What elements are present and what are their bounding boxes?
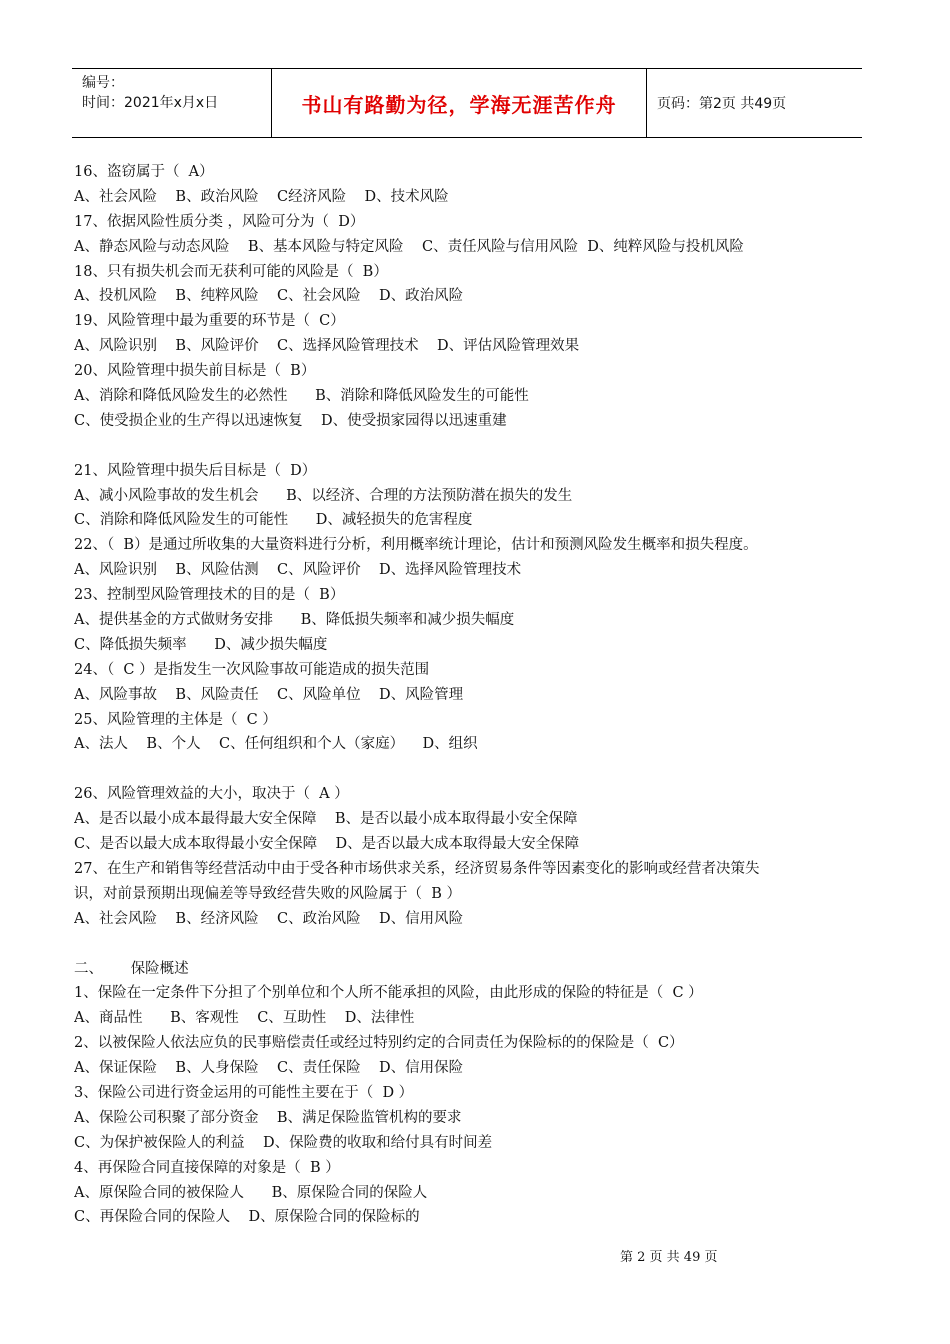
text-line: C、再保险合同的保险人 D、原保险合同的保险标的 [74, 1209, 420, 1226]
text-line: 17、依据风险性质分类 ，风险可分为（ D） [74, 213, 365, 230]
text-line: A、社会风险 B、政治风险 C经济风险 D、技术风险 [74, 188, 449, 205]
document-body [74, 160, 864, 1230]
text-line: 24、（ C ）是指发生一次风险事故可能造成的损失范围 [74, 661, 430, 678]
text-line: A、保险公司积聚了部分资金 B、满足保险监管机构的要求 [74, 1109, 462, 1126]
text-line: 18、只有损失机会而无获利可能的风险是（ B） [74, 263, 388, 280]
text-line: A、风险事故 B、风险责任 C、风险单位 D、风险管理 [74, 686, 464, 703]
text-line: 16、盗窃属于（ A） [74, 164, 214, 180]
document-number-label: 编号： [82, 75, 124, 91]
text-line: A、投机风险 B、纯粹风险 C、社会风险 D、政治风险 [74, 288, 464, 305]
text-line: 23、控制型风险管理技术的目的是（ B） [74, 587, 345, 604]
text-line: 识，对前景预期出现偏差等导致经营失败的风险属于（ B ） [74, 885, 461, 902]
text-line: A、减小风险事故的发生机会 B、以经济、合理的方法预防潜在损失的发生 [74, 487, 573, 504]
text-line: A、原保险合同的被保险人 B、原保险合同的保险人 [74, 1184, 428, 1201]
text-line: 19、风险管理中最为重要的环节是（ C） [74, 313, 345, 330]
text-line: C、为保护被保险人的利益 D、保险费的收取和给付具有时间差 [74, 1134, 493, 1151]
page-header [72, 68, 862, 138]
text-line: C、消除和降低风险发生的可能性 D、减轻损失的危害程度 [74, 512, 473, 529]
text-line: 1、保险在一定条件下分担了个别单位和个人所不能承担的风险，由此形成的保险的特征是（ C ） [74, 985, 703, 1002]
text-line: A、社会风险 B、经济风险 C、政治风险 D、信用风险 [74, 910, 464, 927]
text-line: 二、 保险概述 [74, 960, 189, 977]
text-line: A、风险识别 B、风险估测 C、风险评价 D、选择风险管理技术 [74, 562, 522, 579]
document-date: 时间：2021年x月x日 [82, 95, 219, 111]
blank-line [74, 757, 864, 782]
text-line: 21、风险管理中损失后目标是（ D） [74, 462, 317, 479]
blank-line [74, 932, 864, 957]
text-line: A、风险识别 B、风险评价 C、选择风险管理技术 D、评估风险管理效果 [74, 338, 580, 355]
header-page-info: 页码：第2页 共49页 [657, 96, 787, 112]
text-line: A、提供基金的方式做财务安排 B、降低损失频率和减少损失幅度 [74, 612, 515, 629]
text-line: 25、风险管理的主体是（ C ） [74, 711, 277, 728]
text-line: 2、以被保险人依法应负的民事赔偿责任或经过特别约定的合同责任为保险标的的保险是（ C） [74, 1035, 684, 1052]
text-line: A、消除和降低风险发生的必然性 B、消除和降低风险发生的可能性 [74, 388, 529, 405]
text-line: 4、再保险合同直接保障的对象是（ B ） [74, 1159, 340, 1176]
text-line: 3、保险公司进行资金运用的可能性主要在于（ D ） [74, 1084, 414, 1101]
text-line: A、法人 B、个人 C、任何组织和个人（家庭） D、组织 [74, 736, 478, 753]
text-line: C、降低损失频率 D、减少损失幅度 [74, 636, 328, 653]
text-line: A、保证保险 B、人身保险 C、责任保险 D、信用保险 [74, 1060, 464, 1077]
text-line: 22、（ B）是通过所收集的大量资料进行分析，利用概率统计理论，估计和预测风险发生概率和损失程度。 [74, 537, 758, 554]
blank-line [74, 434, 864, 459]
text-line: A、商品性 B、客观性 C、互助性 D、法律性 [74, 1010, 415, 1027]
header-meta [72, 69, 272, 137]
text-line: 20、风险管理中损失前目标是（ B） [74, 363, 316, 380]
text-line: A、是否以最小成本最得最大安全保障 B、是否以最小成本取得最小安全保障 [74, 811, 578, 828]
text-line: C、使受损企业的生产得以迅速恢复 D、使受损家园得以迅速重建 [74, 412, 507, 429]
page-footer: 第 2 页 共 49 页 [620, 1250, 718, 1265]
header-motto: 书山有路勤为径，学海无涯苦作舟 [272, 69, 647, 137]
text-line: 26、风险管理效益的大小，取决于（ A ） [74, 786, 349, 803]
text-line: A、静态风险与动态风险 B、基本风险与特定风险 C、责任风险与信用风险 D、纯粹风险与投机风险 [74, 238, 744, 255]
text-line: 27、在生产和销售等经营活动中由于受各种市场供求关系，经济贸易条件等因素变化的影响或经营者决策失 [74, 860, 760, 877]
text-line: C、是否以最大成本取得最小安全保障 D、是否以最大成本取得最大安全保障 [74, 836, 580, 853]
